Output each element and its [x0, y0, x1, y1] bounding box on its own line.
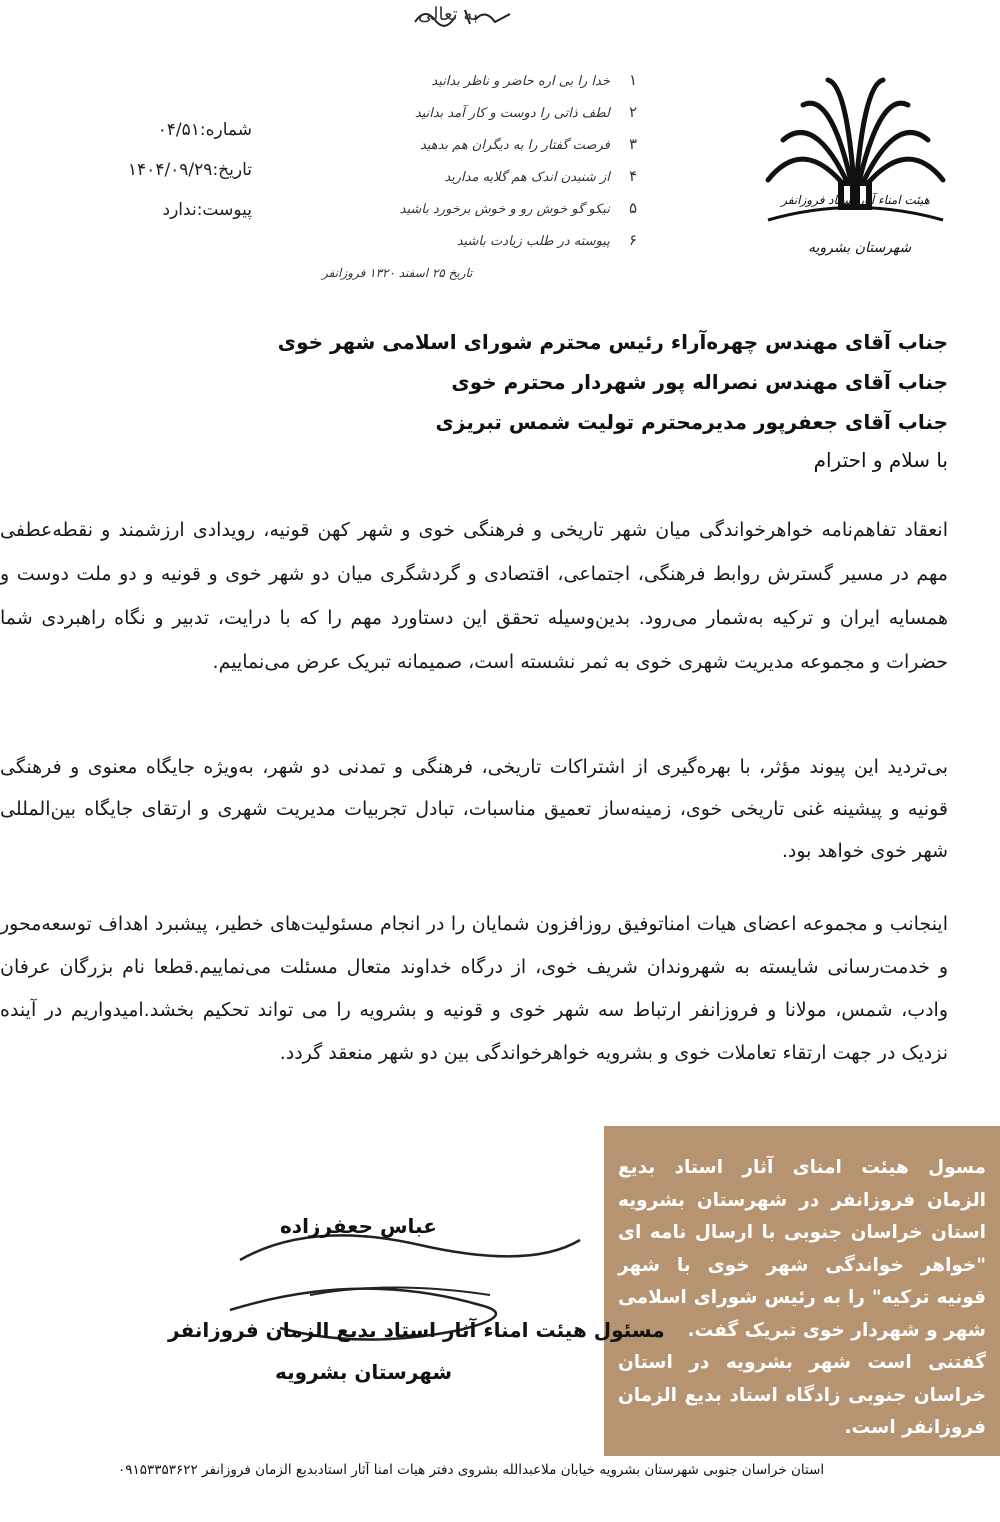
logo-city: شهرستان بشرویه	[808, 240, 912, 256]
letter-date: تاریخ:۱۴۰۴/۰۹/۲۹	[127, 160, 252, 180]
organization-logo	[748, 70, 963, 270]
news-box	[604, 1126, 1000, 1456]
note-line-5: ۵ نیکو گو خوش رو و خوش برخورد باشید	[399, 199, 637, 217]
signatory-title: مسئول هیئت امناء آثار استاد بدیع الزمان فروزانفر	[168, 1318, 665, 1342]
note-line-6: ۶ پیوسته در طلب زیادت باشید	[456, 231, 637, 249]
signatory-city: شهرستان بشرویه	[275, 1360, 453, 1384]
letter-meta	[100, 110, 252, 230]
addressee-1: جناب آقای مهندس چهره‌آراء رئیس محترم شورای اسلامی شهر خوی	[277, 330, 948, 354]
letter-attachment: پیوست:ندارد	[162, 200, 252, 220]
note-line-2: ۲ لطف ذاتی را دوست و کار آمد بدانید	[414, 103, 637, 121]
note-footer: تاریخ ۲۵ اسفند ۱۳۲۰ فروزانفر	[322, 266, 473, 280]
note-line-3: ۳ فرصت گفتار را به دیگران هم بدهید	[419, 135, 637, 153]
handwritten-note-image	[300, 0, 645, 290]
note-line-4: ۴ از شنیدن اندک هم گلایه مدارید	[444, 167, 637, 185]
addressee-2: جناب آقای مهندس نصراله پور شهردار محترم خوی	[451, 370, 948, 394]
note-title: به تعالی	[418, 4, 479, 25]
news-box-text-2: گفتنی است شهر بشرویه در استان خراسان جنوبی زادگاه استاد بدیع الزمان فروزانفر است.	[618, 1352, 986, 1438]
addressee-3: جناب آقای جعفرپور مدیرمحترم تولیت شمس تبریزی	[435, 410, 948, 434]
body-paragraph-2: بی‌تردید این پیوند مؤثر، با بهره‌گیری از اشتراکات تاریخی، فرهنگی و تمدنی دو شهر، به‌ویژه جایگاه معنوی و فرهنگی قونیه و پیشینه غنی تاریخی خوی، زمینه‌ساز تعمیق مناسبات، تبادل تجربیات مدیریت شهری و ارتقای جایگاه بین‌المللی شهر خوی خواهد بود.	[0, 756, 948, 862]
note-line-1: ۱ خدا را بی اره حاضر و ناظر بدانید	[431, 71, 637, 89]
letter-number: شماره:۰۴/۵۱	[157, 120, 252, 140]
footer-address: استان خراسان جنوبی شهرستان بشرویه خیابان ملاعبدالله بشروی دفتر هیات امنا آثار استادبدیع الزمان فروزانفر ۰۹۱۵۳۳۵۳۶۲۲	[118, 1462, 825, 1478]
logo-text: هیئت امناء آثار استاد فروزانفر	[781, 193, 930, 207]
body-paragraph-3: اینجانب و مجموعه اعضای هیات امناتوفیق روزافزون شمایان را در انجام مسئولیت‌های خطیر، پیشبرد اهداف توسعه‌محور و خدمت‌رسانی شایسته به شهروندان شریف خوی، از درگاه خداوند متعال مسئلت می‌نماییم.قطعا نام بزرگان عرفان وادب، شمس، مولانا و فروزانفر ارتباط سه شهر خوی و قونیه و بشرویه را می تواند تحکیم بخشد.امیدواریم در آینده نزدیک در جهت ارتقاء تعاملات خوی و بشرویه خواهرخواندگی بین دو شهر منعقد گردد.	[0, 913, 948, 1064]
signatory-name: عباس جعفرزاده	[280, 1214, 437, 1238]
greeting: با سلام و احترام	[813, 448, 948, 472]
news-box-text-1: مسول هیئت امنای آثار استاد بدیع الزمان فروزانفر در شهرستان بشرویه استان خراسان جنوبی با ارسال نامه ای "خواهر خواندگی شهر خوی با شهر قونیه ترکیه" را به رئیس شورای اسلامی شهر و شهردار خوی تبریک گفت.	[618, 1157, 986, 1341]
body-paragraph-1: انعقاد تفاهم‌نامه خواهرخواندگی میان شهر تاریخی و فرهنگی خوی و شهر کهن قونیه، رویدادی ارزشمند و نقطه‌عطفی مهم در مسیر گسترش روابط فرهنگی، اجتماعی، اقتصادی و گردشگری میان دو شهر خوی و قونیه و دو ملت دوست و همسایه ایران و ترکیه به‌شمار می‌رود. بدین‌وسیله تحقق این دستاورد مهم را که با درایت، تدبیر و نگاه راهبردی شما حضرات و مجموعه مدیریت شهری خوی به ثمر نشسته است، صمیمانه تبریک عرض می‌نماییم.	[0, 519, 948, 673]
